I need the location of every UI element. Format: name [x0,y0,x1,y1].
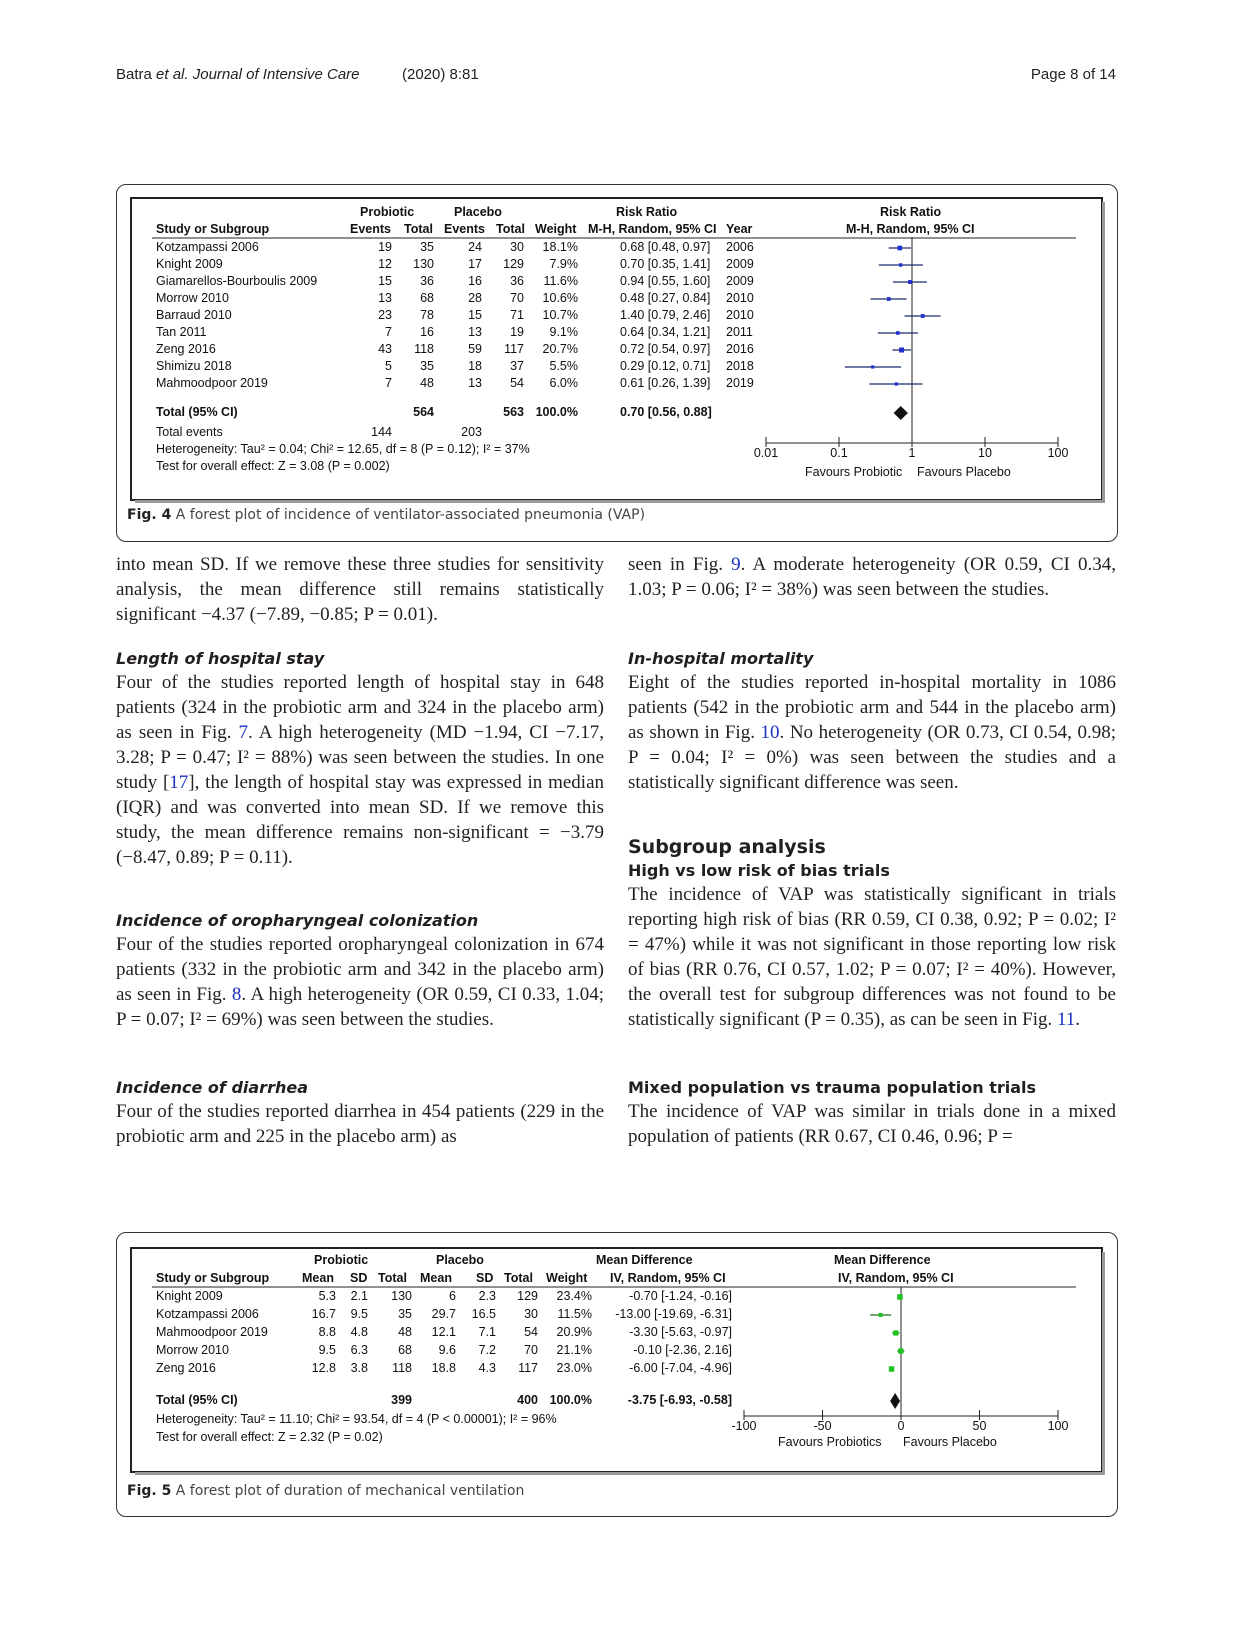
study-name: Kotzampassi 2006 [156,240,259,254]
tick-label: 50 [972,1419,987,1433]
paragraph-sensitivity: into mean SD. If we remove these three studies for sensitivity analysis, the mean difference still remains statistically significant −4.37 (−7.89, −0.85; P = 0.01). [116,554,604,625]
col-header-total: Total [404,222,433,236]
pooled-diamond [894,406,908,420]
events-probiotic: 7 [385,325,392,339]
mean-placebo: 12.1 [431,1325,456,1339]
total-placebo: 71 [510,308,524,322]
events-placebo: 18 [468,359,482,373]
effect-square [871,365,874,368]
study-name: Giamarellos-Bourboulis 2009 [156,274,318,288]
total-probiotic: 130 [413,257,434,271]
heading-bias: High vs low risk of bias trials [628,861,890,880]
header-authors: Batra [116,66,152,83]
col-header-total: Total [496,222,525,236]
total-probiotic: 68 [420,291,434,305]
heterogeneity: Heterogeneity: Tau² = 0.04; Chi² = 12.65, df = 8 (P = 0.12); I² = 37% [156,442,530,456]
study-name: Tan 2011 [156,325,207,339]
events-probiotic: 19 [378,240,392,254]
total-placebo: 400 [517,1393,538,1407]
figure-caption [127,507,645,523]
col-header-study: Study or Subgroup [156,1271,270,1285]
heterogeneity: Heterogeneity: Tau² = 11.10; Chi² = 93.54, df = 4 (P < 0.00001); I² = 96% [156,1412,557,1426]
study-name: Barraud 2010 [156,308,232,322]
year: 2011 [726,325,753,339]
events-placebo: 28 [468,291,482,305]
group-header-placebo: Placebo [454,205,502,219]
fig-10-link[interactable]: 10 [760,722,780,743]
total-placebo: 117 [504,342,524,356]
weight: 7.9% [549,257,578,271]
tick-label: 100 [1047,446,1069,460]
col-header-events: Events [444,222,485,236]
tick-label: 0.1 [830,446,848,460]
paragraph-hospital-stay: Four of the studies reported length of hospital stay in 648 patients (324 in the probiotic arm and 324 in the placebo arm) as seen in Fig. 7. A high heterogeneity (MD −1.94, CI −7.17, 3.28; P = 0.47; I² = 88%) was seen between the studies. In one study [17], the length of hospital stay was expressed in median (IQR) and was converted into mean SD. If we remove this study, the mean difference remains non-significant = −3.79 (−8.47, 0.89; P = 0.11). [116,672,604,868]
col-header-weight: Weight [535,222,577,236]
effect-square [921,314,925,318]
year: 2018 [726,359,754,373]
forest-plot-area [132,199,1101,499]
sd-placebo: 16.5 [471,1307,496,1321]
paragraph-oropharyngeal: Four of the studies reported oropharyngeal colonization in 674 patients (332 in the probiotic arm and 342 in the placebo arm) as seen in Fig. 8. A high heterogeneity (OR 0.59, CI 0.33, 1.04; P = 0.07; I² = 69%) was seen between the studies. [116,934,605,1030]
ref-17-link[interactable]: 17 [169,772,189,793]
col-header-study: Study or Subgroup [156,222,270,236]
total-placebo: 563 [503,405,524,419]
tick-label: 100 [1047,1419,1069,1433]
study-name: Morrow 2010 [156,1343,229,1357]
effect-square [879,1313,883,1317]
weight: 20.9% [556,1325,592,1339]
heading-hospital-stay: Length of hospital stay [116,649,325,668]
effect-square [908,280,912,284]
year: 2009 [726,274,754,288]
study-name: Zeng 2016 [156,1361,216,1375]
caption-label: Fig. 4 [127,507,172,523]
forest-plot-mv-duration [130,1247,1103,1473]
effect-square [895,382,898,385]
ci-text: 0.72 [0.54, 0.97] [620,342,711,356]
sd-placebo: 4.3 [478,1361,496,1375]
group-header-probiotic: Probiotic [314,1253,369,1267]
figure-caption [127,1483,524,1499]
ci-text: -0.10 [-2.36, 2.16] [633,1343,732,1357]
total-probiotic: 35 [398,1307,412,1321]
total-placebo: 129 [517,1289,538,1303]
tick-label: 0.01 [753,446,779,460]
sd-probiotic: 6.3 [350,1343,368,1357]
ci-text: 0.61 [0.26, 1.39] [620,376,711,390]
caption-text: A forest plot of duration of mechanical ventilation [175,1483,525,1499]
total-placebo: 129 [503,257,524,271]
effect-square [889,1366,894,1371]
total-probiotic: 16 [420,325,434,339]
mean-placebo: 9.6 [438,1343,456,1357]
events-probiotic: 15 [378,274,392,288]
total-probiotic: 399 [391,1393,412,1407]
effect-square [896,331,900,335]
total-placebo: 70 [510,291,524,305]
header-journal: Journal of Intensive Care [192,66,360,83]
col-header-total: Total [378,1271,407,1285]
favours-placebo: Favours Placebo [917,465,1011,479]
total-ci: -3.75 [-6.93, -0.58] [627,1393,732,1407]
heading-diarrhea: Incidence of diarrhea [116,1078,308,1097]
effect-square [897,246,902,251]
overall-effect: Test for overall effect: Z = 2.32 (P = 0.02) [156,1430,383,1444]
total-placebo: 54 [524,1325,538,1339]
total-placebo: 54 [510,376,524,390]
sd-probiotic: 9.5 [350,1307,368,1321]
events-label: Total events [156,425,223,439]
group-header-risk-ratio-plot: Risk Ratio [880,205,942,219]
study-name: Mahmoodpoor 2019 [156,376,268,390]
ci-text: -3.30 [-5.63, -0.97] [629,1325,732,1339]
ci-text: 0.48 [0.27, 0.84] [620,291,711,305]
favours-placebo: Favours Placebo [903,1435,997,1449]
total-weight: 100.0% [535,405,578,419]
events-probiotic: 144 [371,425,392,439]
weight: 18.1% [542,240,578,254]
events-placebo: 13 [468,376,482,390]
effect-square [897,1294,903,1300]
paragraph-mixed-population: The incidence of VAP was similar in trials done in a mixed population of patients (RR 0.67, CI 0.46, 0.96; P = [628,1101,1116,1147]
pooled-diamond [890,1393,900,1409]
events-probiotic: 23 [378,308,392,322]
year: 2016 [726,342,754,356]
mean-placebo: 6 [449,1289,456,1303]
events-placebo: 17 [468,257,482,271]
events-placebo: 13 [468,325,482,339]
total-probiotic: 48 [398,1325,412,1339]
heading-mortality: In-hospital mortality [628,649,814,668]
paragraph-diarrhea-cont: seen in Fig. 9. A moderate heterogeneity (OR 0.59, CI 0.34, 1.03; P = 0.06; I² = 38%) was seen between the studies. [628,554,1117,600]
mean-probiotic: 8.8 [318,1325,336,1339]
events-probiotic: 43 [378,342,392,356]
figure-5 [116,1232,1118,1517]
weight: 6.0% [549,376,578,390]
fig-8-link[interactable]: 8 [231,984,242,1005]
col-header-ci: M-H, Random, 95% CI [588,222,717,236]
header-page-number: Page 8 of 14 [1030,66,1116,83]
effect-square [899,348,904,353]
col-header-ci-plot: M-H, Random, 95% CI [846,222,975,236]
year: 2019 [726,376,754,390]
group-header-probiotic: Probiotic [360,205,415,219]
col-header-mean: Mean [420,1271,452,1285]
effect-square [887,297,891,301]
weight: 11.5% [557,1307,592,1321]
sd-probiotic: 4.8 [350,1325,368,1339]
weight: 20.7% [542,342,578,356]
sd-placebo: 7.1 [478,1325,496,1339]
group-header-mean-difference-plot: Mean Difference [834,1253,931,1267]
caption-label: Fig. 5 [127,1483,172,1499]
tick-label: 0 [897,1419,905,1433]
year: 2006 [726,240,754,254]
ci-text: 0.68 [0.48, 0.97] [620,240,711,254]
sd-placebo: 2.3 [478,1289,496,1303]
weight: 9.1% [549,325,578,339]
total-probiotic: 564 [413,405,434,419]
mean-placebo: 18.8 [431,1361,456,1375]
figure-4 [116,184,1118,542]
ci-text: 0.29 [0.12, 0.71] [620,359,711,373]
study-name: Knight 2009 [156,1289,223,1303]
year: 2009 [726,257,754,271]
ci-text: 1.40 [0.79, 2.46] [620,308,711,322]
ci-text: 0.94 [0.55, 1.60] [620,274,711,288]
tick-label: -100 [731,1419,757,1433]
study-name: Shimizu 2018 [156,359,232,373]
total-probiotic: 130 [391,1289,412,1303]
total-probiotic: 68 [398,1343,412,1357]
col-header-ci: IV, Random, 95% CI [610,1271,726,1285]
events-placebo: 203 [461,425,482,439]
col-header-ci-plot: IV, Random, 95% CI [838,1271,954,1285]
effect-square [899,263,902,266]
total-placebo: 117 [518,1361,538,1375]
weight: 21.1% [556,1343,592,1357]
overall-effect: Test for overall effect: Z = 3.08 (P = 0.002) [156,459,390,473]
fig-7-link[interactable]: 7 [238,722,249,743]
total-placebo: 70 [524,1343,538,1357]
col-header-year: Year [726,222,753,236]
col-header-events: Events [350,222,391,236]
total-placebo: 30 [510,240,524,254]
header-etal: et al. [156,66,189,83]
col-header-sd: SD [350,1271,368,1285]
col-header-mean: Mean [302,1271,334,1285]
total-probiotic: 36 [420,274,434,288]
weight: 11.6% [543,274,578,288]
mean-probiotic: 5.3 [318,1289,336,1303]
col-header-weight: Weight [546,1271,588,1285]
events-probiotic: 12 [378,257,392,271]
col-header-total: Total [504,1271,533,1285]
effect-square [898,1348,903,1353]
group-header-risk-ratio: Risk Ratio [616,205,678,219]
total-placebo: 19 [510,325,524,339]
total-probiotic: 48 [420,376,434,390]
year: 2010 [726,291,754,305]
events-probiotic: 5 [385,359,392,373]
total-probiotic: 35 [420,359,434,373]
weight: 23.4% [556,1289,592,1303]
tick-label: 10 [978,446,992,460]
ci-text: 0.70 [0.35, 1.41] [620,257,711,271]
header-volume: (2020) 8:81 [402,66,479,83]
sd-probiotic: 3.8 [350,1361,368,1375]
total-placebo: 37 [510,359,524,373]
total-probiotic: 78 [420,308,434,322]
group-header-mean-difference: Mean Difference [596,1253,693,1267]
events-probiotic: 7 [385,376,392,390]
heading-mixed-population: Mixed population vs trauma population trials [628,1078,1037,1097]
events-placebo: 16 [468,274,482,288]
total-weight: 100.0% [549,1393,592,1407]
study-name: Mahmoodpoor 2019 [156,1325,268,1339]
ci-text: -0.70 [-1.24, -0.16] [629,1289,732,1303]
events-probiotic: 13 [378,291,392,305]
ci-text: -6.00 [-7.04, -4.96] [629,1361,732,1375]
mean-probiotic: 9.5 [318,1343,336,1357]
total-probiotic: 118 [392,1361,412,1375]
events-placebo: 59 [468,342,482,356]
favours-probiotic: Favours Probiotic [805,465,903,479]
total-placebo: 36 [510,274,524,288]
study-name: Morrow 2010 [156,291,229,305]
weight: 10.6% [542,291,578,305]
tick-label: -50 [813,1419,832,1433]
ci-text: 0.64 [0.34, 1.21] [620,325,711,339]
study-name: Zeng 2016 [156,342,216,356]
study-name: Knight 2009 [156,257,223,271]
heading-subgroup: Subgroup analysis [628,836,826,858]
fig-9-link[interactable]: 9 [731,554,741,575]
caption-text: A forest plot of incidence of ventilator-associated pneumonia (VAP) [175,507,646,523]
right-column [628,552,1116,1152]
running-header-authors [116,66,360,83]
events-placebo: 24 [468,240,482,254]
favours-probiotics: Favours Probiotics [778,1435,882,1449]
paragraph-bias: The incidence of VAP was statistically significant in trials reporting high risk of bias (RR 0.59, CI 0.38, 0.92; P = 0.02; I² = 47%) while it was not significant in those reporting low risk of bias (RR 0.76, CI 0.57, 1.02; P = 0.07; I² = 40%). However, the overall test for subgroup differences was not found to be statistically significant (P = 0.35), as can be seen in Fig. 11. [628,884,1116,1030]
weight: 5.5% [549,359,578,373]
year: 2010 [726,308,754,322]
mean-placebo: 29.7 [431,1307,456,1321]
total-label: Total (95% CI) [156,1393,238,1407]
total-label: Total (95% CI) [156,405,238,419]
group-header-placebo: Placebo [436,1253,484,1267]
forest-plot-vap [130,197,1103,501]
col-header-sd: SD [476,1271,494,1285]
effect-square [893,1330,898,1335]
sd-probiotic: 2.1 [350,1289,368,1303]
mean-probiotic: 12.8 [311,1361,336,1375]
left-column [116,552,604,1152]
events-placebo: 15 [468,308,482,322]
sd-placebo: 7.2 [478,1343,496,1357]
total-placebo: 30 [524,1307,538,1321]
ci-text: -13.00 [-19.69, -6.31] [615,1307,732,1321]
total-probiotic: 35 [420,240,434,254]
heading-oropharyngeal: Incidence of oropharyngeal colonization [116,911,479,930]
study-name: Kotzampassi 2006 [156,1307,259,1321]
total-probiotic: 118 [414,342,434,356]
paragraph-mortality: Eight of the studies reported in-hospital mortality in 1086 patients (542 in the probiotic arm and 544 in the placebo arm) as shown in Fig. 10. No heterogeneity (OR 0.73, CI 0.54, 0.98; P = 0.04; I² = 0%) was seen between the studies and a statistically significant difference was seen. [628,672,1116,793]
tick-label: 1 [908,446,916,460]
weight: 10.7% [542,308,578,322]
mean-probiotic: 16.7 [311,1307,336,1321]
paragraph-diarrhea: Four of the studies reported diarrhea in 454 patients (229 in the probiotic arm and 225 in the placebo arm) as [116,1101,604,1147]
weight: 23.0% [556,1361,592,1375]
fig-11-link[interactable]: 11 [1056,1009,1076,1030]
total-ci: 0.70 [0.56, 0.88] [620,405,712,419]
